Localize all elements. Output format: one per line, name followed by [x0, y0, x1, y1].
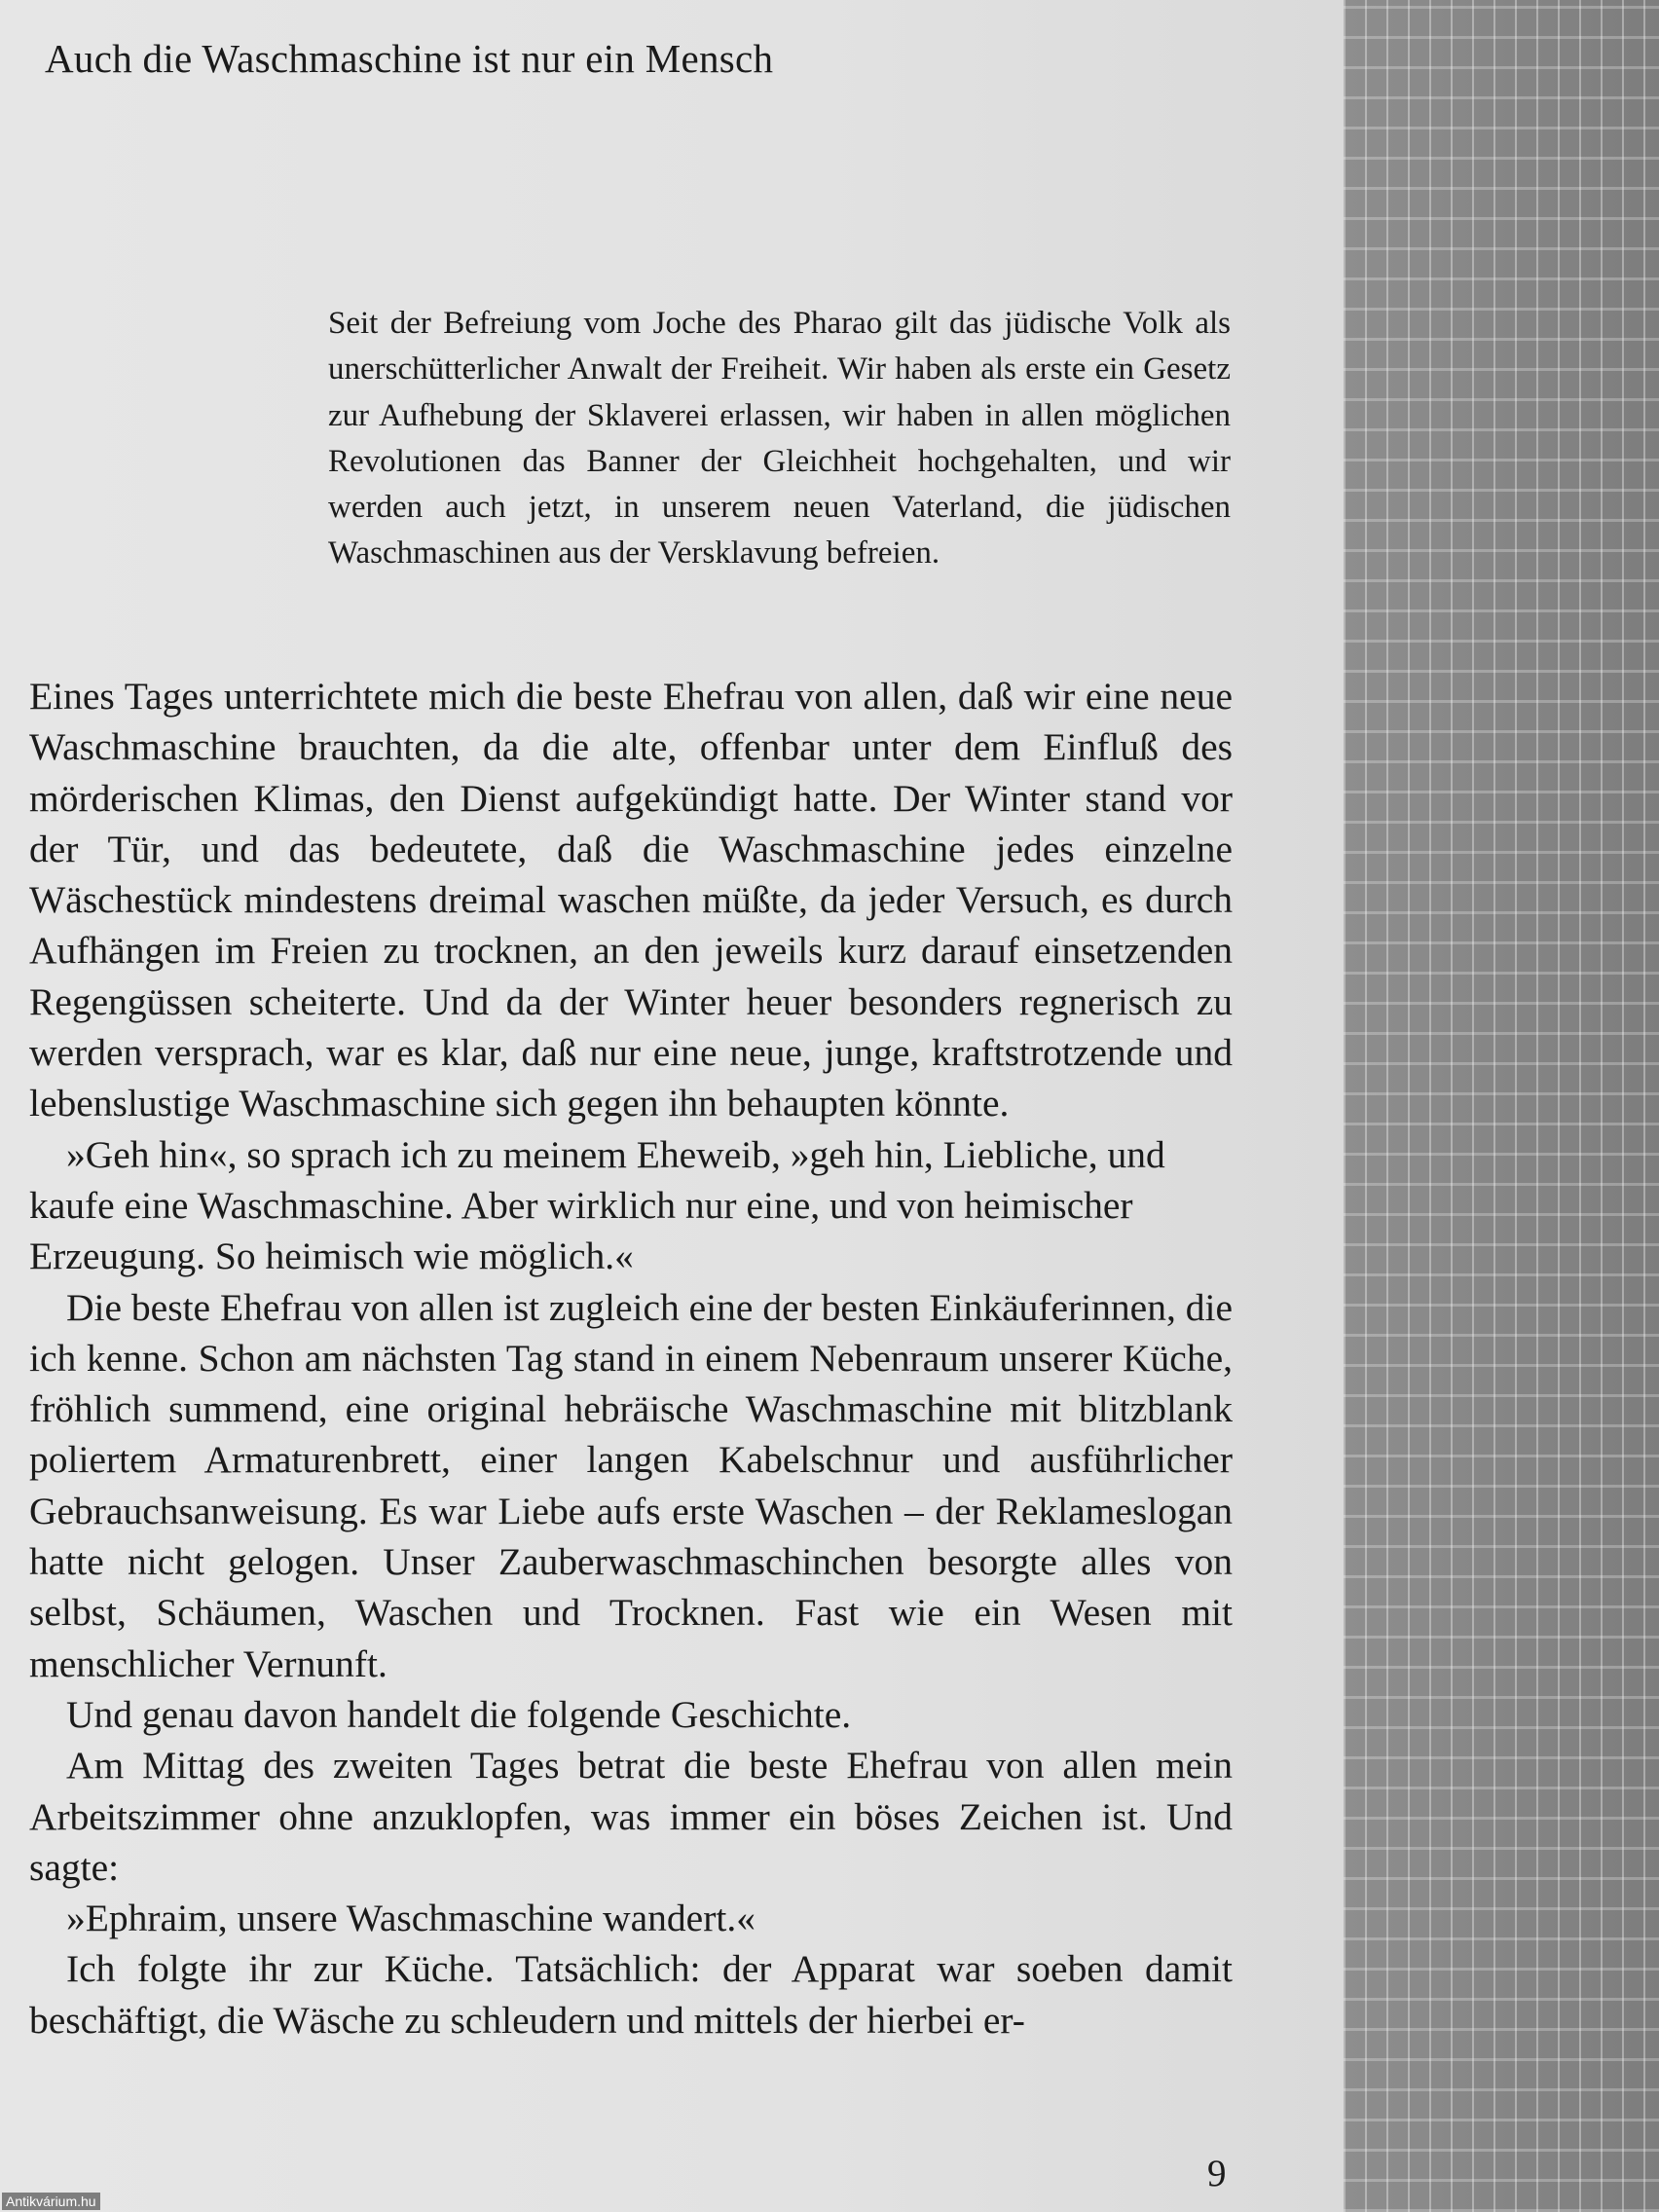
adjacent-page-edge	[1344, 0, 1659, 2212]
epigraph-text: Seit der Befreiung vom Joche des Pharao gilt das jüdische Volk als unerschütterlicher Anwalt der Freiheit. Wir haben als erste ein Gesetz zur Aufhebung der Sklaverei erlassen, wir haben in allen möglichen Revolutionen das Banner der Gleichheit hochgehalten, und wir werden auch jetzt, in unserem neuen Vaterland, die jüdischen Waschmaschinen aus der Versklavung befreien.	[328, 306, 1231, 571]
paragraph: Ich folgte ihr zur Küche. Tatsächlich: der Apparat war soeben damit beschäftigt, die Wäsche zu schleudern und mittels der hierbei er-	[29, 1947, 1233, 2042]
paragraph: Und genau davon handelt die folgende Geschichte.	[66, 1692, 852, 1736]
watermark: Antikvárium.hu	[2, 2193, 100, 2210]
running-title: Auch die Waschmaschine ist nur ein Mensch	[45, 36, 774, 81]
paragraph: »Geh hin«, so sprach ich zu meinem Eheweib, »geh hin, Liebliche, und kaufe eine Waschmaschine. Aber wirklich nur eine, und von heimischer Erzeugung. So heimisch wie möglich.«	[29, 1132, 1165, 1278]
page-number: 9	[1207, 2153, 1227, 2194]
paragraph: Am Mittag des zweiten Tages betrat die beste Ehefrau von allen mein Arbeitszimmer ohne anzuklopfen, was immer ein böses Zeichen ist. Und sagte:	[29, 1744, 1233, 1889]
paragraph: Die beste Ehefrau von allen ist zugleich eine der besten Einkäuferinnen, die ich kenne. Schon am nächsten Tag stand in einem Nebenraum unserer Küche, fröhlich summend, eine original hebräische Waschmaschine mit blitzblank poliertem Armaturenbrett, einer langen Kabelschnur und ausführlicher Gebrauchsanweisung. Es war Liebe aufs erste Waschen – der Reklameslogan hatte nicht gelogen. Unser Zauberwaschmaschinchen besorgte alles von selbst, Schäumen, Waschen und Trocknen. Fast wie ein Wesen mit menschlicher Vernunft.	[29, 1285, 1233, 1685]
body-text	[29, 671, 1233, 2046]
epigraph	[328, 301, 1231, 577]
paragraph: »Ephraim, unsere Waschmaschine wandert.«	[66, 1897, 756, 1940]
paragraph: Eines Tages unterrichtete mich die beste Ehefrau von allen, daß wir eine neue Waschmaschine brauchten, da die alte, offenbar unter dem Einfluß des mörderischen Klimas, den Dienst aufgekündigt hatte. Der Winter stand vor der Tür, und das bedeutete, daß die Waschmaschine jedes einzelne Wäschestück mindestens dreimal waschen müßte, da jeder Versuch, es durch Aufhängen im Freien zu trocknen, an den jeweils kurz darauf einsetzenden Regengüssen scheiterte. Und da der Winter heuer besonders regnerisch zu werden versprach, war es klar, daß nur eine neue, junge, kraftstrotzende und lebenslustige Waschmaschine sich gegen ihn behaupten könnte.	[29, 675, 1233, 1125]
